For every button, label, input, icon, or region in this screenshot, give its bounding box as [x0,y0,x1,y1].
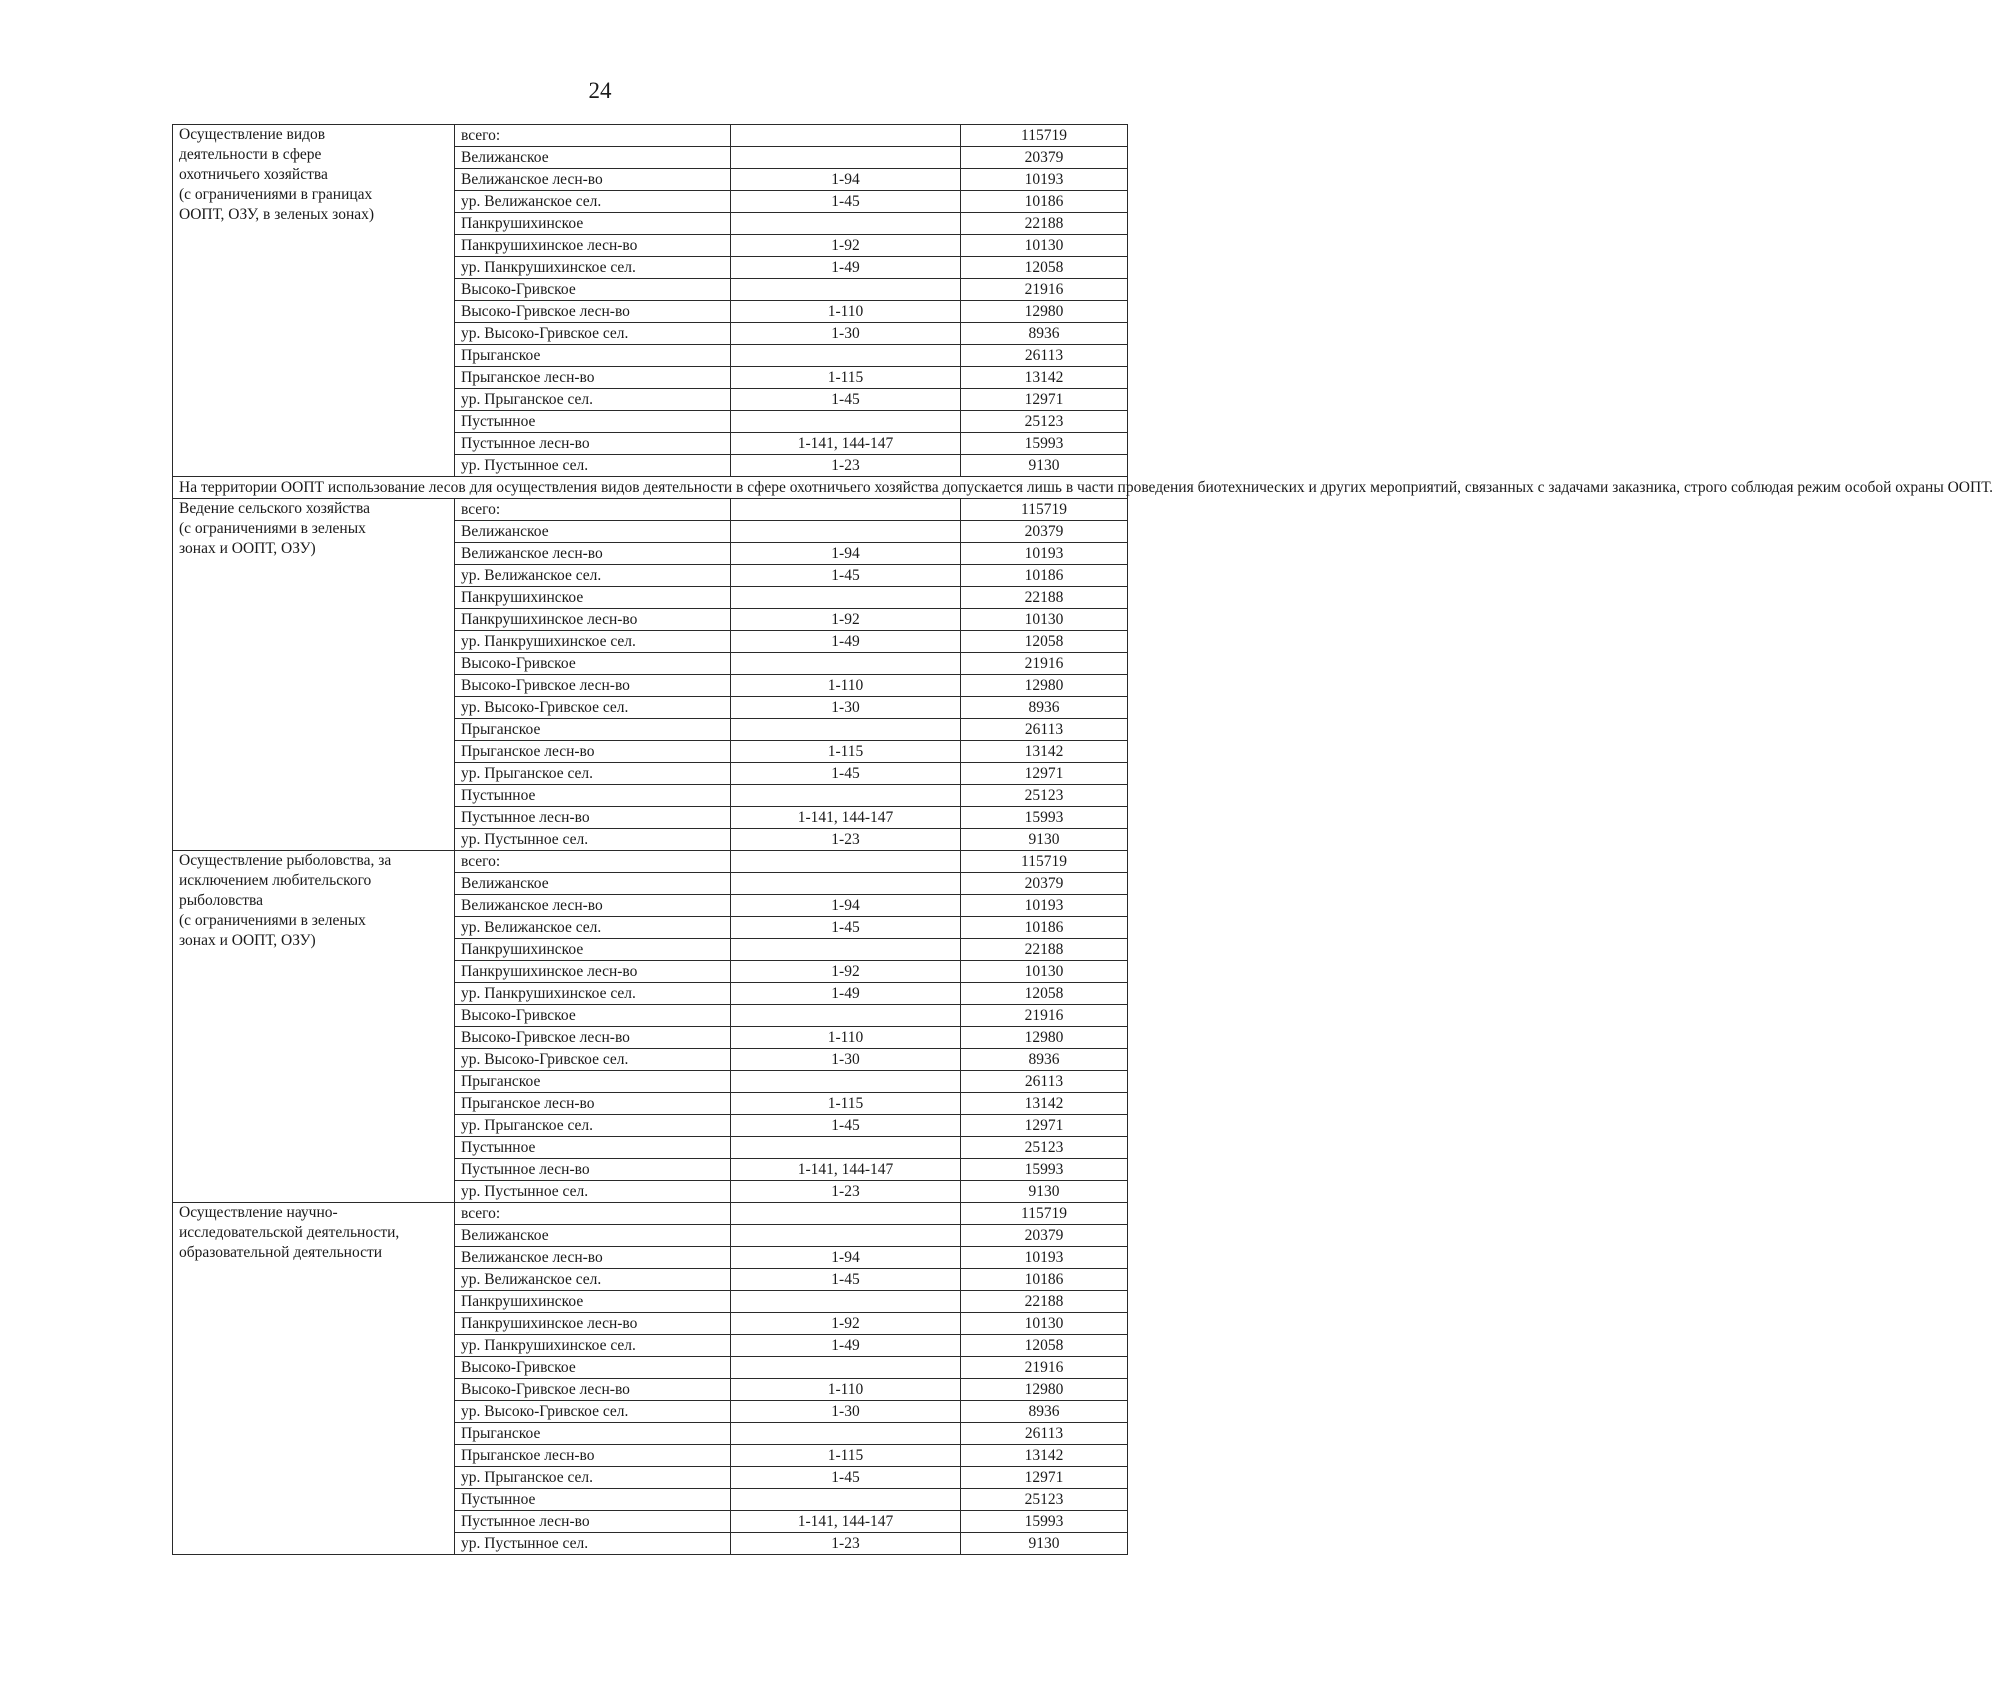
forestry-name-cell: Прыганское лесн-во [455,367,731,389]
area-cell: 10193 [961,169,1128,191]
area-cell: 21916 [961,653,1128,675]
area-cell: 25123 [961,1137,1128,1159]
forestry-name-cell: Пустынное лесн-во [455,1159,731,1181]
area-cell: 8936 [961,697,1128,719]
activity-type-cell [173,499,455,851]
quarters-cell: 1-94 [731,543,961,565]
page-number: 24 [588,78,612,103]
area-cell: 26113 [961,345,1128,367]
area-cell: 12980 [961,1379,1128,1401]
quarters-cell: 1-45 [731,565,961,587]
quarters-cell: 1-23 [731,829,961,851]
area-cell: 26113 [961,719,1128,741]
forestry-name-cell: ур. Панкрушихинское сел. [455,983,731,1005]
forestry-name-cell: Велижанское [455,521,731,543]
quarters-cell: 1-92 [731,235,961,257]
quarters-cell [731,521,961,543]
forestry-name-cell: Высоко-Гривское лесн-во [455,1379,731,1401]
area-cell: 12058 [961,257,1128,279]
forestry-name-cell: ур. Высоко-Гривское сел. [455,323,731,345]
forestry-name-cell: Высоко-Гривское [455,1005,731,1027]
area-cell: 20379 [961,1225,1128,1247]
area-cell: 15993 [961,1511,1128,1533]
forestry-name-cell: Высоко-Гривское [455,279,731,301]
quarters-cell [731,147,961,169]
activity-type-cell [173,125,455,477]
forestry-name-cell: Велижанское лесн-во [455,543,731,565]
area-cell: 15993 [961,807,1128,829]
forestry-name-cell: ур. Высоко-Гривское сел. [455,697,731,719]
forestry-name-cell: Панкрушихинское лесн-во [455,235,731,257]
quarters-cell [731,785,961,807]
area-cell: 22188 [961,1291,1128,1313]
quarters-cell: 1-141, 144-147 [731,1159,961,1181]
forestry-name-cell: Велижанское лесн-во [455,1247,731,1269]
area-cell: 26113 [961,1071,1128,1093]
forestry-name-cell: всего: [455,1203,731,1225]
area-cell: 22188 [961,939,1128,961]
area-cell: 8936 [961,1049,1128,1071]
quarters-cell [731,1225,961,1247]
quarters-cell [731,125,961,147]
forestry-name-cell: ур. Прыганское сел. [455,763,731,785]
quarters-cell: 1-23 [731,455,961,477]
area-cell: 12058 [961,1335,1128,1357]
forestry-name-cell: всего: [455,499,731,521]
quarters-cell: 1-30 [731,697,961,719]
area-cell: 26113 [961,1423,1128,1445]
area-cell: 10130 [961,235,1128,257]
activity-line: исследовательской деятельности, [179,1224,400,1241]
quarters-cell [731,873,961,895]
quarters-cell: 1-115 [731,741,961,763]
area-cell: 10193 [961,1247,1128,1269]
forestry-name-cell: Прыганское [455,719,731,741]
forestry-name-cell: ур. Велижанское сел. [455,917,731,939]
area-cell: 12980 [961,1027,1128,1049]
quarters-cell: 1-115 [731,367,961,389]
area-cell: 20379 [961,521,1128,543]
activity-line: (с ограничениями в зеленых [179,520,366,537]
area-cell: 12980 [961,301,1128,323]
area-cell: 10186 [961,565,1128,587]
area-cell: 21916 [961,279,1128,301]
activity-line: Осуществление рыболовства, за [179,852,392,869]
forestry-name-cell: Прыганское [455,1423,731,1445]
area-cell: 22188 [961,587,1128,609]
quarters-cell [731,345,961,367]
forestry-name-cell: Панкрушихинское лесн-во [455,609,731,631]
activity-line: (с ограничениями в зеленых [179,912,366,929]
quarters-cell [731,1203,961,1225]
area-cell: 12980 [961,675,1128,697]
activity-line: рыболовства [179,892,263,909]
quarters-cell: 1-110 [731,1027,961,1049]
activity-line: образовательной деятельности [179,1244,383,1261]
area-cell: 115719 [961,499,1128,521]
activity-line: Ведение сельского хозяйства [179,500,370,517]
area-cell: 8936 [961,1401,1128,1423]
forestry-name-cell: Прыганское лесн-во [455,1093,731,1115]
forestry-name-cell: Велижанское лесн-во [455,169,731,191]
quarters-cell [731,279,961,301]
forestry-name-cell: всего: [455,125,731,147]
activity-type-cell [173,1203,455,1555]
area-cell: 15993 [961,1159,1128,1181]
activity-line: (с ограничениями в границах [179,186,373,203]
quarters-cell: 1-45 [731,763,961,785]
forestry-name-cell: ур. Велижанское сел. [455,191,731,213]
area-cell: 9130 [961,455,1128,477]
area-cell: 10130 [961,961,1128,983]
quarters-cell [731,213,961,235]
quarters-cell [731,587,961,609]
quarters-cell: 1-45 [731,1269,961,1291]
quarters-cell: 1-49 [731,631,961,653]
quarters-cell: 1-49 [731,257,961,279]
area-cell: 12971 [961,1115,1128,1137]
forestry-name-cell: Прыганское лесн-во [455,1445,731,1467]
forestry-name-cell: Высоко-Гривское лесн-во [455,675,731,697]
table-row [173,125,1128,147]
quarters-cell: 1-141, 144-147 [731,807,961,829]
forestry-name-cell: ур. Пустынное сел. [455,455,731,477]
forestry-name-cell: всего: [455,851,731,873]
activity-line: Осуществление видов [179,126,326,143]
quarters-cell: 1-30 [731,1049,961,1071]
quarters-cell [731,939,961,961]
quarters-cell: 1-141, 144-147 [731,1511,961,1533]
forestry-name-cell: ур. Прыганское сел. [455,1115,731,1137]
forestry-name-cell: Панкрушихинское лесн-во [455,961,731,983]
forestry-name-cell: Велижанское [455,1225,731,1247]
area-cell: 115719 [961,851,1128,873]
quarters-cell: 1-110 [731,301,961,323]
area-cell: 10130 [961,1313,1128,1335]
quarters-cell [731,1357,961,1379]
forestry-name-cell: Прыганское [455,1071,731,1093]
area-cell: 13142 [961,741,1128,763]
forestry-name-cell: Пустынное [455,785,731,807]
forestry-name-cell: ур. Высоко-Гривское сел. [455,1049,731,1071]
table-row [173,1203,1128,1225]
quarters-cell: 1-92 [731,961,961,983]
quarters-cell: 1-94 [731,895,961,917]
forestry-name-cell: Панкрушихинское [455,587,731,609]
forestry-name-cell: Велижанское лесн-во [455,895,731,917]
area-cell: 10130 [961,609,1128,631]
area-cell: 15993 [961,433,1128,455]
forestry-name-cell: Пустынное лесн-во [455,433,731,455]
forestry-name-cell: ур. Панкрушихинское сел. [455,631,731,653]
forestry-name-cell: Высоко-Гривское [455,1357,731,1379]
area-cell: 10193 [961,895,1128,917]
forestry-name-cell: ур. Панкрушихинское сел. [455,257,731,279]
area-cell: 115719 [961,1203,1128,1225]
quarters-cell [731,1137,961,1159]
area-cell: 12971 [961,763,1128,785]
forestry-name-cell: Велижанское [455,873,731,895]
quarters-cell [731,1489,961,1511]
oopt-note: На территории ООПТ использование лесов для осуществления видов деятельности в сфере охотничьего хозяйства допускается лишь в части проведения биотехнических и других мероприятий, связанных с задачами заказника, строго соблюдая режим особой охраны ООПТ. [173,477,1128,499]
quarters-cell: 1-110 [731,1379,961,1401]
area-cell: 9130 [961,1181,1128,1203]
quarters-cell: 1-115 [731,1093,961,1115]
quarters-cell: 1-49 [731,1335,961,1357]
quarters-cell: 1-94 [731,169,961,191]
area-cell: 10186 [961,191,1128,213]
quarters-cell: 1-110 [731,675,961,697]
activity-line: исключением любительского [179,872,372,889]
quarters-cell: 1-92 [731,1313,961,1335]
activity-line: зонах и ООПТ, ОЗУ) [179,540,316,557]
forestry-name-cell: ур. Панкрушихинское сел. [455,1335,731,1357]
area-cell: 20379 [961,147,1128,169]
quarters-cell [731,1071,961,1093]
quarters-cell [731,653,961,675]
area-cell: 10193 [961,543,1128,565]
quarters-cell: 1-30 [731,1401,961,1423]
forestry-name-cell: Пустынное [455,1137,731,1159]
forestry-name-cell: ур. Высоко-Гривское сел. [455,1401,731,1423]
activity-line: Осуществление научно- [179,1204,338,1221]
forestry-name-cell: ур. Прыганское сел. [455,389,731,411]
quarters-cell [731,1005,961,1027]
forestry-name-cell: ур. Прыганское сел. [455,1467,731,1489]
area-cell: 13142 [961,367,1128,389]
quarters-cell: 1-115 [731,1445,961,1467]
area-cell: 9130 [961,1533,1128,1555]
quarters-cell: 1-92 [731,609,961,631]
forestry-name-cell: Велижанское [455,147,731,169]
forestry-name-cell: Пустынное [455,1489,731,1511]
forestry-name-cell: Прыганское [455,345,731,367]
quarters-cell: 1-45 [731,1467,961,1489]
quarters-cell: 1-45 [731,917,961,939]
table-row [173,499,1128,521]
quarters-cell [731,411,961,433]
forest-use-table [172,124,1993,1555]
forestry-name-cell: Панкрушихинское лесн-во [455,1313,731,1335]
quarters-cell: 1-30 [731,323,961,345]
activity-type-cell [173,851,455,1203]
area-cell: 8936 [961,323,1128,345]
table-row [173,851,1128,873]
quarters-cell [731,719,961,741]
forestry-name-cell: Прыганское лесн-во [455,741,731,763]
area-cell: 13142 [961,1093,1128,1115]
quarters-cell: 1-23 [731,1181,961,1203]
quarters-cell [731,1423,961,1445]
area-cell: 12058 [961,631,1128,653]
area-cell: 25123 [961,411,1128,433]
forestry-name-cell: ур. Пустынное сел. [455,1533,731,1555]
quarters-cell: 1-45 [731,191,961,213]
area-cell: 25123 [961,785,1128,807]
quarters-cell [731,499,961,521]
area-cell: 22188 [961,213,1128,235]
area-cell: 10186 [961,917,1128,939]
area-cell: 21916 [961,1357,1128,1379]
area-cell: 12058 [961,983,1128,1005]
area-cell: 25123 [961,1489,1128,1511]
forestry-name-cell: ур. Пустынное сел. [455,1181,731,1203]
quarters-cell: 1-141, 144-147 [731,433,961,455]
forestry-name-cell: Высоко-Гривское лесн-во [455,301,731,323]
area-cell: 9130 [961,829,1128,851]
forestry-name-cell: ур. Велижанское сел. [455,1269,731,1291]
quarters-cell: 1-49 [731,983,961,1005]
forestry-name-cell: Панкрушихинское [455,939,731,961]
activity-line: охотничьего хозяйства [179,166,328,183]
quarters-cell: 1-45 [731,389,961,411]
quarters-cell: 1-45 [731,1115,961,1137]
activity-line: деятельности в сфере [179,146,322,163]
area-cell: 10186 [961,1269,1128,1291]
forestry-name-cell: Панкрушихинское [455,213,731,235]
activity-line: зонах и ООПТ, ОЗУ) [179,932,316,949]
area-cell: 21916 [961,1005,1128,1027]
area-cell: 12971 [961,1467,1128,1489]
activity-line: ООПТ, ОЗУ, в зеленых зонах) [179,206,375,223]
area-cell: 115719 [961,125,1128,147]
area-cell: 12971 [961,389,1128,411]
forestry-name-cell: Панкрушихинское [455,1291,731,1313]
forestry-name-cell: Пустынное лесн-во [455,807,731,829]
note-row [173,477,1128,499]
forestry-name-cell: Пустынное [455,411,731,433]
area-cell: 20379 [961,873,1128,895]
forestry-name-cell: Высоко-Гривское лесн-во [455,1027,731,1049]
quarters-cell [731,1291,961,1313]
forestry-name-cell: ур. Пустынное сел. [455,829,731,851]
forestry-name-cell: ур. Велижанское сел. [455,565,731,587]
quarters-cell [731,851,961,873]
forestry-name-cell: Пустынное лесн-во [455,1511,731,1533]
quarters-cell: 1-23 [731,1533,961,1555]
area-cell: 13142 [961,1445,1128,1467]
quarters-cell: 1-94 [731,1247,961,1269]
forestry-name-cell: Высоко-Гривское [455,653,731,675]
